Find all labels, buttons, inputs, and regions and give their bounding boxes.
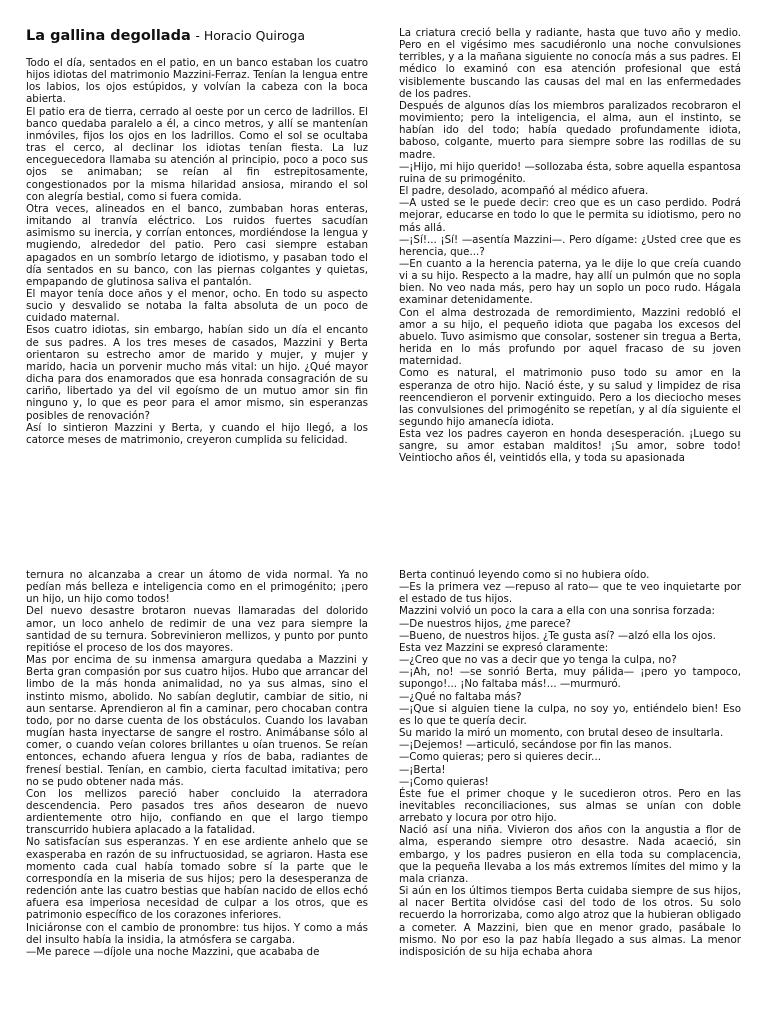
paragraph: Así lo sintieron Mazzini y Berta, y cuando el hijo llegó, a los catorce meses de matrimonio, creyeron cumplida su felicidad. xyxy=(26,421,368,446)
story-title: La gallina degollada xyxy=(26,28,191,44)
paragraph: No satisfacían sus esperanzas. Y en ese ardiente anhelo que se exasperaba en razón de su infructuosidad, se agriaron. Hasta ese momento cada cual había tomado sobre sí la parte que le correspondía en la miseria de sus hijos; pero la desesperanza de redención ante las cuatro bestias que habían nacido de ellos echó afuera esa imperiosa necesidad de culpar a los otros, que es patrimonio específico de los corazones inferiores. xyxy=(26,836,368,922)
paragraph: —¿Creo que no vas a decir que yo tenga la culpa, no? xyxy=(399,654,677,667)
paragraph: —¡Que si alguien tiene la culpa, no soy yo, entiéndelo bien! Eso es lo que te quería decir. xyxy=(399,702,741,727)
paragraph: Esta vez Mazzini se expresó claramente: xyxy=(399,641,609,654)
paragraph: —De nuestros hijos, ¿me parece? xyxy=(399,617,571,630)
column-4-paragraphs xyxy=(399,569,741,958)
column-1-paragraphs xyxy=(26,57,368,446)
paragraph: La criatura creció bella y radiante, hasta que tuvo año y medio. Pero en el vigésimo mes sacudiéronlo una noche convulsiones terribles, y a la mañana siguiente no conocía más a sus padres. El médico lo examinó con esa atención profesional que está visiblemente buscando las causas del mal en las enfermedades de los padres. xyxy=(399,27,741,100)
paragraph: El mayor tenía doce años y el menor, ocho. En todo su aspecto sucio y desvalido se notaba la falta absoluta de un poco de cuidado maternal. xyxy=(26,287,368,325)
paragraph: Otra veces, alineados en el banco, zumbaban horas enteras, imitando al tranvía eléctrico. Los ruidos fuertes sacudían asimismo su inercia, y corrían entonces, mordiéndose la lengua y mugiendo, alrededor del patio. Pero casi siempre estaban apagados en un sombrío letargo de idiotismo, y pasaban todo el día sentados en su banco, con las piernas colgantes y quietas, empapando de glutinosa saliva el pantalón. xyxy=(26,202,368,288)
paragraph: Con los mellizos pareció haber concluido la aterradora descendencia. Pero pasados tres años desearon de nuevo ardientemente otro hijo, confiando en que el largo tiempo transcurrido hubiera aplacado a la fatalidad. xyxy=(26,787,368,837)
story-author: - Horacio Quiroga xyxy=(195,28,305,43)
paragraph: Esos cuatro idiotas, sin embargo, habían sido un día el encanto de sus padres. A los tres meses de casados, Mazzini y Berta orientaron su estrecho amor de marido y mujer, y mujer y marido, hacia un porvenir mucho más vital: un hijo. ¿Qué mayor dicha para dos enamorados que esa honrada consagración de su cariño, libertado ya del vil egoísmo de un mutuo amor sin fin ninguno y, lo que es peor para el amor mismo, sin esperanzas posibles de renovación? xyxy=(26,324,368,422)
paragraph: —¡Sí!... ¡Sí! —asentía Mazzini—. Pero dígame: ¿Usted cree que es herencia, que...? xyxy=(399,233,741,258)
text-column-3 xyxy=(26,569,368,1024)
paragraph: Iniciáronse con el cambio de pronombre: tus hijos. Y como a más del insulto había la insidia, la atmósfera se cargaba. xyxy=(26,921,368,946)
paragraph: Del nuevo desastre brotaron nuevas llamaradas del dolorido amor, un loco anhelo de redimir de una vez para siempre la santidad de su ternura. Sobrevinieron mellizos, y punto por punto repitióse el proceso de los dos mayores. xyxy=(26,605,368,654)
paragraph: —Me parece —díjole una noche Mazzini, que acababa de xyxy=(26,945,320,958)
paragraph: Como es natural, el matrimonio puso todo su amor en la esperanza de otro hijo. Nació éste, y su salud y limpidez de risa reencendieron el porvenir extinguido. Pero a los dieciocho meses las convulsiones del primogénito se repetían, y al día siguiente el segundo hijo amanecía idiota. xyxy=(399,367,741,428)
paragraph: Mazzini volvió un poco la cara a ella con una sonrisa forzada: xyxy=(399,605,715,618)
paragraph: —¡Dejemos! —articuló, secándose por fin las manos. xyxy=(399,739,672,752)
paragraph: —¿Qué no faltaba más? xyxy=(399,690,522,703)
paragraph: Éste fue el primer choque y le sucedieron otros. Pero en las inevitables reconciliaciones, sus almas se unían con doble arrebato y locura por otro hijo. xyxy=(399,787,741,825)
paragraph: Nació así una niña. Vivieron dos años con la angustia a flor de alma, esperando siempre otro desastre. Nada acaeció, sin embargo, y los padres pusieron en ella toda su complacencia, que la pequeña llevaba a los más extremos límites del mimo y la mala crianza. xyxy=(399,824,741,885)
paragraph: —¡Como quieras! xyxy=(399,775,489,788)
paragraph: —Es la primera vez —repuso al rato— que te veo inquietarte por el estado de tus hijos. xyxy=(399,581,741,606)
paragraph: Esta vez los padres cayeron en honda desesperación. ¡Luego su sangre, su amor estaban malditos! ¡Su amor, sobre todo! Veintiocho años él, veintidós ella, y toda su apasionada xyxy=(399,428,741,465)
text-column-1 xyxy=(26,27,368,513)
column-3-paragraphs xyxy=(26,569,368,958)
paragraph: —Como quieras; pero si quieres decir... xyxy=(399,751,601,764)
paragraph: Si aún en los últimos tiempos Berta cuidaba siempre de sus hijos, al nacer Bertita olvidóse casi del todo de los otros. Su solo recuerdo la horrorizaba, como algo atroz que la hubieran obligado a cometer. A Mazzini, bien que en menor grado, pasábale lo mismo. No por eso la paz había llegado a sus almas. La menor indisposición de su hija echaba ahora xyxy=(399,885,741,958)
paragraph: —¡Berta! xyxy=(399,763,446,776)
paragraph: Todo el día, sentados en el patio, en un banco estaban los cuatro hijos idiotas del matrimonio Mazzini-Ferraz. Tenían la lengua entre los labios, los ojos estúpidos, y volvían la cabeza con la boca abierta. xyxy=(26,57,368,106)
text-column-4 xyxy=(399,569,741,1024)
paragraph: —Bueno, de nuestros hijos. ¿Te gusta así? —alzó ella los ojos. xyxy=(399,629,716,642)
paragraph: Con el alma destrozada de remordimiento, Mazzini redobló el amor a su hijo, el pequeño idiota que pagaba los excesos del abuelo. Tuvo asimismo que consolar, sostener sin tregua a Berta, herida en lo más profundo por aquel fracaso de su joven maternidad. xyxy=(399,306,741,368)
text-column-2 xyxy=(399,27,741,513)
paragraph: El patio era de tierra, cerrado al oeste por un cerco de ladrillos. El banco quedaba paralelo a él, a cinco metros, y allí se mantenían inmóviles, fijos los ojos en los ladrillos. Como el sol se ocultaba tras el cerco, al declinar los idiotas tenían fiesta. La luz enceguecedora llamaba su atención al principio, poco a poco sus ojos se animaban; se reían al fin estrepitosamente, congestionados por la misma hilaridad ansiosa, mirando el sol con alegría bestial, como si fuera comida. xyxy=(26,105,368,203)
paragraph: —En cuanto a la herencia paterna, ya le dije lo que creía cuando vi a su hijo. Respecto a la madre, hay allí un pulmón que no sopla bien. No veo nada más, pero hay un soplo un poco rudo. Hágala examinar detenidamente. xyxy=(399,257,741,307)
paragraph: —¡Ah, no! —se sonrió Berta, muy pálida— ¡pero yo tampoco, supongo!... ¡No faltaba más!... —murmuró. xyxy=(399,666,741,691)
paragraph: —¡Hijo, mi hijo querido! —sollozaba ésta, sobre aquella espantosa ruina de su primogénito. xyxy=(399,160,741,185)
paragraph: ternura no alcanzaba a crear un átomo de vida normal. Ya no pedían más belleza e inteligencia como en el primogénito; ¡pero un hijo, un hijo como todos! xyxy=(26,569,368,606)
paragraph: Su marido la miró un momento, con brutal deseo de insultarla. xyxy=(399,727,724,740)
column-2-paragraphs xyxy=(399,27,741,465)
paragraph: El padre, desolado, acompañó al médico afuera. xyxy=(399,185,649,198)
paragraph: Después de algunos días los miembros paralizados recobraron el movimiento; pero la inteligencia, el alma, aun el instinto, se habían ido del todo; había quedado profundamente idiota, baboso, colgante, muerto para siempre sobre las rodillas de su madre. xyxy=(399,99,741,161)
paragraph: —A usted se le puede decir: creo que es un caso perdido. Podrá mejorar, educarse en todo lo que le permita su idiotismo, pero no más allá. xyxy=(399,197,741,234)
paragraph: Berta continuó leyendo como si no hubiera oído. xyxy=(399,569,650,581)
story-title-line xyxy=(26,27,368,45)
paragraph: Mas por encima de su inmensa amargura quedaba a Mazzini y Berta gran compasión por sus cuatro hijos. Hubo que arrancar del limbo de la más honda animalidad, no ya sus almas, sino el instinto mismo, abolido. No sabían deglutir, cambiar de sitio, ni aun sentarse. Aprendieron al fin a caminar, pero chocaban contra todo, por no darse cuenta de los obstáculos. Cuando los lavaban mugían hasta inyectarse de sangre el rostro. Animábanse sólo al comer, o cuando veían colores brillantes u oían truenos. Se reían entonces, echando afuera lengua y ríos de baba, radiantes de frenesí bestial. Tenían, en cambio, cierta facultad imitativa; pero no se pudo obtener nada más. xyxy=(26,654,368,788)
